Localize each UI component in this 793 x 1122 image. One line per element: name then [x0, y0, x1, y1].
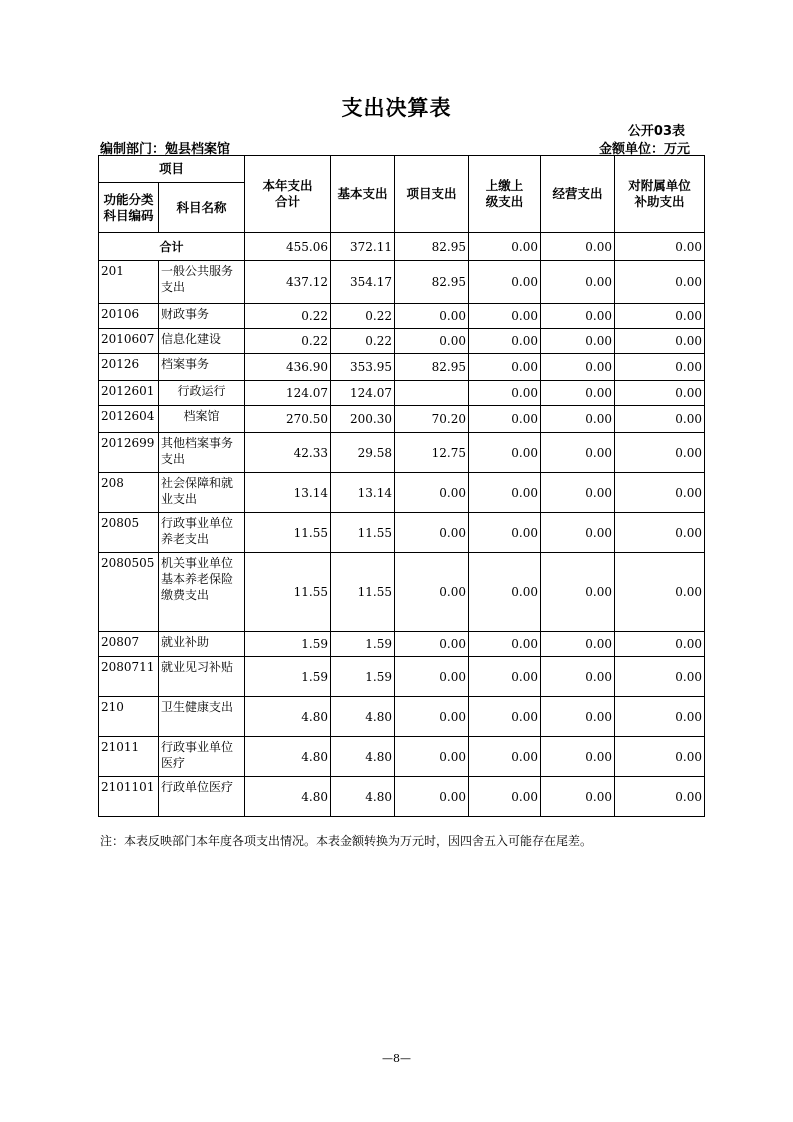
cell-business: 0.00: [541, 354, 615, 381]
header-project: 项目: [99, 156, 245, 183]
cell-basic: 354.17: [331, 261, 395, 304]
cell-project: 0.00: [395, 697, 469, 737]
header-upper: 上缴上 级支出: [469, 156, 541, 233]
cell-code: 2010607: [99, 329, 159, 354]
cell-name: 行政运行: [159, 381, 245, 406]
cell-subsidiary: 0.00: [615, 381, 705, 406]
cell-project: 0.00: [395, 513, 469, 553]
cell-name: 就业补助: [159, 632, 245, 657]
cell-name: 其他档案事务支出: [159, 433, 245, 473]
cell-upper: 0.00: [469, 233, 541, 261]
cell-code: 2080505: [99, 553, 159, 632]
cell-upper: 0.00: [469, 632, 541, 657]
cell-project: 0.00: [395, 657, 469, 697]
cell-project: 0.00: [395, 777, 469, 817]
table-row: [99, 737, 705, 777]
cell-basic: 200.30: [331, 406, 395, 433]
cell-subsidiary: 0.00: [615, 657, 705, 697]
table-row: [99, 657, 705, 697]
table-row: [99, 381, 705, 406]
cell-project: 70.20: [395, 406, 469, 433]
cell-subsidiary: 0.00: [615, 737, 705, 777]
cell-code: 21011: [99, 737, 159, 777]
header-name: 科目名称: [159, 183, 245, 233]
cell-basic: 1.59: [331, 657, 395, 697]
cell-business: 0.00: [541, 304, 615, 329]
cell-subsidiary: 0.00: [615, 406, 705, 433]
cell-project: 82.95: [395, 354, 469, 381]
cell-code: 2012601: [99, 381, 159, 406]
cell-basic: 29.58: [331, 433, 395, 473]
table-row: [99, 354, 705, 381]
cell-project: 0.00: [395, 632, 469, 657]
cell-name: 行政事业单位养老支出: [159, 513, 245, 553]
cell-code: 201: [99, 261, 159, 304]
page-number: —8—: [382, 1052, 411, 1065]
cell-project: 0.00: [395, 304, 469, 329]
table-row: [99, 513, 705, 553]
cell-total: 4.80: [245, 777, 331, 817]
cell-subsidiary: 0.00: [615, 777, 705, 817]
cell-upper: 0.00: [469, 697, 541, 737]
cell-name: 就业见习补贴: [159, 657, 245, 697]
cell-code: 2080711: [99, 657, 159, 697]
cell-name: 财政事务: [159, 304, 245, 329]
cell-total: 124.07: [245, 381, 331, 406]
header-total: 本年支出 合计: [245, 156, 331, 233]
cell-business: 0.00: [541, 233, 615, 261]
table-row: [99, 329, 705, 354]
cell-project: 0.00: [395, 553, 469, 632]
cell-code: 20126: [99, 354, 159, 381]
footnote: 注：本表反映部门本年度各项支出情况。本表金额转换为万元时，因四舍五入可能存在尾差。: [100, 834, 593, 848]
cell-subsidiary: 0.00: [615, 553, 705, 632]
cell-subsidiary: 0.00: [615, 304, 705, 329]
cell-total: 4.80: [245, 697, 331, 737]
cell-upper: 0.00: [469, 354, 541, 381]
cell-code: 210: [99, 697, 159, 737]
cell-business: 0.00: [541, 777, 615, 817]
table-row: [99, 777, 705, 817]
cell-basic: 0.22: [331, 304, 395, 329]
cell-upper: 0.00: [469, 553, 541, 632]
cell-project: 0.00: [395, 737, 469, 777]
unit-label: 金额单位：万元: [598, 142, 690, 157]
header-business: 经营支出: [541, 156, 615, 233]
total-label: 合计: [99, 233, 245, 261]
cell-business: 0.00: [541, 632, 615, 657]
cell-business: 0.00: [541, 433, 615, 473]
header-code: 功能分类 科目编码: [99, 183, 159, 233]
cell-subsidiary: 0.00: [615, 632, 705, 657]
cell-code: 20106: [99, 304, 159, 329]
cell-total: 11.55: [245, 553, 331, 632]
cell-subsidiary: 0.00: [615, 261, 705, 304]
table-row: [99, 697, 705, 737]
department-label: 编制部门：勉县档案馆: [100, 142, 231, 157]
cell-upper: 0.00: [469, 737, 541, 777]
cell-total: 11.55: [245, 513, 331, 553]
cell-total: 4.80: [245, 737, 331, 777]
cell-total: 437.12: [245, 261, 331, 304]
page-title: 支出决算表: [341, 96, 452, 120]
cell-total: 1.59: [245, 657, 331, 697]
table-number: 公开03表: [627, 124, 685, 139]
cell-business: 0.00: [541, 329, 615, 354]
cell-upper: 0.00: [469, 433, 541, 473]
header-subsidiary: 对附属单位 补助支出: [615, 156, 705, 233]
cell-subsidiary: 0.00: [615, 329, 705, 354]
cell-code: 2012699: [99, 433, 159, 473]
cell-code: 2012604: [99, 406, 159, 433]
cell-name: 社会保障和就业支出: [159, 473, 245, 513]
cell-subsidiary: 0.00: [615, 433, 705, 473]
cell-code: 20807: [99, 632, 159, 657]
cell-name: 行政单位医疗: [159, 777, 245, 817]
cell-project: 82.95: [395, 261, 469, 304]
cell-total: 42.33: [245, 433, 331, 473]
cell-business: 0.00: [541, 406, 615, 433]
cell-basic: 4.80: [331, 777, 395, 817]
cell-total: 0.22: [245, 329, 331, 354]
cell-project: 0.00: [395, 473, 469, 513]
cell-upper: 0.00: [469, 777, 541, 817]
total-row: [99, 233, 705, 261]
cell-subsidiary: 0.00: [615, 513, 705, 553]
cell-subsidiary: 0.00: [615, 233, 705, 261]
cell-basic: 11.55: [331, 513, 395, 553]
cell-total: 13.14: [245, 473, 331, 513]
cell-name: 信息化建设: [159, 329, 245, 354]
cell-subsidiary: 0.00: [615, 473, 705, 513]
cell-business: 0.00: [541, 553, 615, 632]
cell-business: 0.00: [541, 473, 615, 513]
cell-project: 82.95: [395, 233, 469, 261]
cell-business: 0.00: [541, 657, 615, 697]
cell-total: 0.22: [245, 304, 331, 329]
cell-name: 档案事务: [159, 354, 245, 381]
cell-total: 270.50: [245, 406, 331, 433]
table-row: [99, 433, 705, 473]
cell-code: 20805: [99, 513, 159, 553]
cell-upper: 0.00: [469, 261, 541, 304]
cell-total: 1.59: [245, 632, 331, 657]
cell-subsidiary: 0.00: [615, 354, 705, 381]
cell-name: 一般公共服务支出: [159, 261, 245, 304]
cell-basic: 353.95: [331, 354, 395, 381]
cell-business: 0.00: [541, 697, 615, 737]
cell-name: 档案馆: [159, 406, 245, 433]
cell-project: 12.75: [395, 433, 469, 473]
cell-basic: 4.80: [331, 737, 395, 777]
cell-basic: 4.80: [331, 697, 395, 737]
cell-business: 0.00: [541, 261, 615, 304]
header-basic: 基本支出: [331, 156, 395, 233]
cell-upper: 0.00: [469, 304, 541, 329]
cell-upper: 0.00: [469, 657, 541, 697]
cell-basic: 124.07: [331, 381, 395, 406]
cell-upper: 0.00: [469, 381, 541, 406]
cell-basic: 13.14: [331, 473, 395, 513]
cell-project: 0.00: [395, 329, 469, 354]
cell-business: 0.00: [541, 737, 615, 777]
table-row: [99, 553, 705, 632]
cell-name: 卫生健康支出: [159, 697, 245, 737]
cell-basic: 11.55: [331, 553, 395, 632]
cell-business: 0.00: [541, 381, 615, 406]
cell-business: 0.00: [541, 513, 615, 553]
cell-upper: 0.00: [469, 513, 541, 553]
table-row: [99, 406, 705, 433]
table-row: [99, 473, 705, 513]
cell-basic: 372.11: [331, 233, 395, 261]
cell-name: 行政事业单位医疗: [159, 737, 245, 777]
expenditure-table: [98, 155, 705, 817]
table-row: [99, 261, 705, 304]
header-project-expenditure: 项目支出: [395, 156, 469, 233]
cell-project: [395, 381, 469, 406]
cell-upper: 0.00: [469, 406, 541, 433]
table-row: [99, 304, 705, 329]
cell-code: 2101101: [99, 777, 159, 817]
cell-upper: 0.00: [469, 473, 541, 513]
cell-total: 436.90: [245, 354, 331, 381]
cell-code: 208: [99, 473, 159, 513]
cell-basic: 0.22: [331, 329, 395, 354]
table-row: [99, 632, 705, 657]
cell-name: 机关事业单位基本养老保险缴费支出: [159, 553, 245, 632]
cell-upper: 0.00: [469, 329, 541, 354]
cell-basic: 1.59: [331, 632, 395, 657]
cell-subsidiary: 0.00: [615, 697, 705, 737]
cell-total: 455.06: [245, 233, 331, 261]
